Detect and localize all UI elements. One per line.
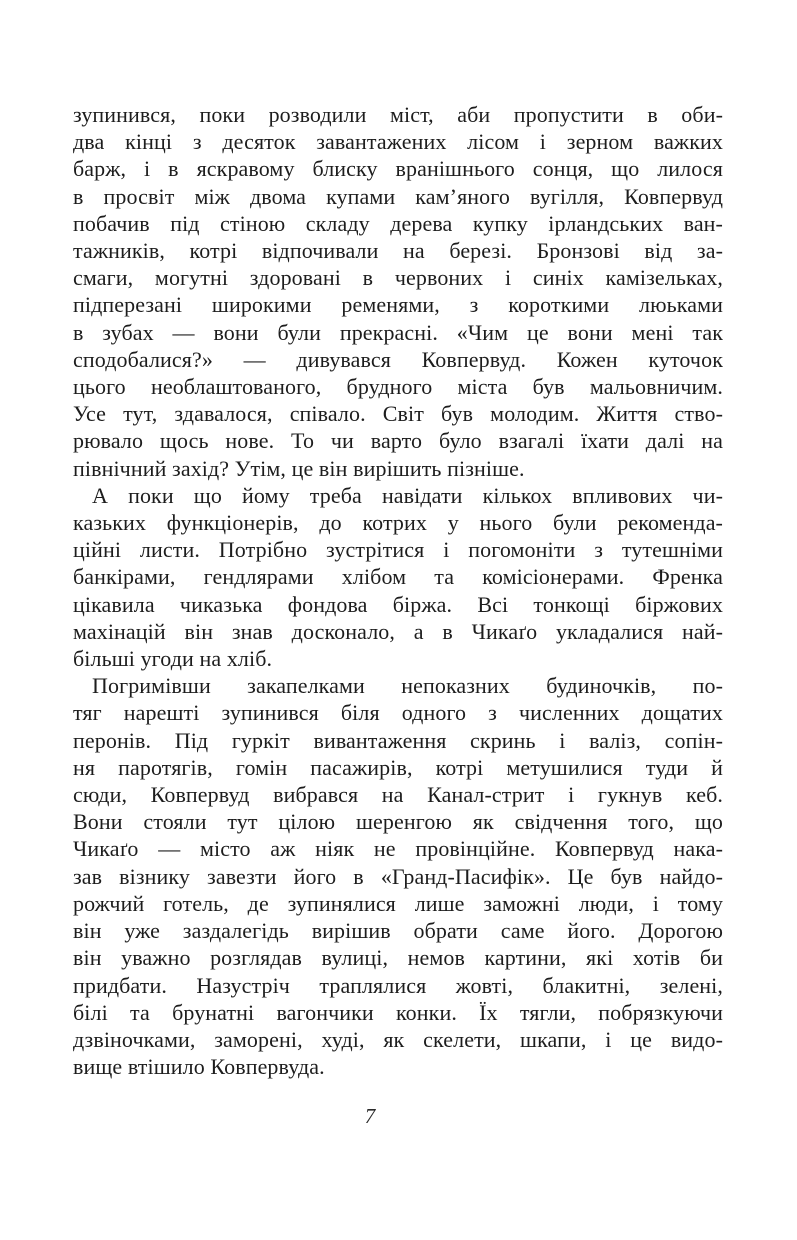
text-line: північний захід? Утім, це він вирішить пізніше. <box>73 455 525 481</box>
text-line: дзвіночками, заморені, худі, як скелети, шкапи, і це видо- <box>73 1026 723 1052</box>
text-line: тажників, котрі відпочивали на березі. Бронзові від за- <box>73 238 723 264</box>
page-number: 7 <box>364 1104 376 1128</box>
text-line: барж, і в яскравому блиску вранішнього сонця, що лилося <box>73 156 723 182</box>
text-line: цього необлаштованого, брудного міста був мальовничим. <box>73 374 723 400</box>
text-line: зав візнику завезти його в «Гранд-Пасифік». Це був найдо- <box>73 863 723 889</box>
text-line: вище втішило Ковпервуда. <box>73 1054 325 1080</box>
paragraph <box>73 482 723 672</box>
text-line: тяг нарешті зупинився біля одного з численних дощатих <box>73 700 723 726</box>
text-line: сюди, Ковпервуд вибрався на Канал-стрит і гукнув кеб. <box>73 782 723 808</box>
text-line: два кінці з десяток завантажених лісом і зерном важких <box>73 129 723 155</box>
text-line: цікавила чиказька фондова біржа. Всі тонкощі біржових <box>73 591 723 617</box>
text-line: в зубах — вони були прекрасні. «Чим це вони мені так <box>73 319 723 345</box>
text-line: перонів. Під гуркіт вивантаження скринь і валіз, сопін- <box>73 727 723 753</box>
paragraph <box>73 101 723 482</box>
text-line: казьких функціонерів, до котрих у нього були рекоменда- <box>73 510 723 536</box>
text-line: побачив під стіною складу дерева купку ірландських ван- <box>73 210 723 236</box>
text-line: підперезані широкими ременями, з короткими люьками <box>73 292 723 318</box>
text-line: в просвіт між двома купами кам’яного вугілля, Ковпервуд <box>73 183 723 209</box>
text-line: Чикаґо — місто аж ніяк не провінційне. Ковпервуд нака- <box>73 836 723 862</box>
text-line: білі та брунатні вагончики конки. Їх тягли, побрязкуючи <box>73 999 723 1025</box>
text-line: він уже заздалегідь вирішив обрати саме його. Дорогою <box>73 918 723 944</box>
text-line: Вони стояли тут цілою шеренгою як свідчення того, що <box>73 809 723 835</box>
text-line: ня паротягів, гомін пасажирів, котрі метушилися туди й <box>73 754 723 780</box>
text-line: зупинився, поки розводили міст, аби пропустити в оби- <box>73 102 723 127</box>
text-line: смаги, могутні здоровані в червоних і синіх камізельках, <box>73 265 723 291</box>
text-block <box>73 101 723 1080</box>
text-line: рювало щось нове. То чи варто було взагалі їхати далі на <box>73 428 723 454</box>
text-line: сподобалися?» — дивувався Ковпервуд. Кожен куточок <box>73 346 723 372</box>
text-line: махінацій він знав досконало, а в Чикаґо укладалися най- <box>73 618 723 644</box>
text-line: А поки що йому треба навідати кількох впливових чи- <box>92 482 723 508</box>
text-line: більші угоди на хліб. <box>73 646 273 672</box>
text-line: банкірами, гендлярами хлібом та комісіонерами. Френка <box>73 564 723 590</box>
paragraph <box>73 672 723 1080</box>
text-line: рожчий готель, де зупинялися лише заможні люди, і тому <box>73 890 723 916</box>
text-line: ційні листи. Потрібно зустрітися і погомоніти з тутешніми <box>73 537 723 563</box>
text-line: він уважно розглядав вулиці, немов картини, які хотів би <box>73 945 723 971</box>
text-line: Усе тут, здавалося, співало. Світ був молодим. Життя ство- <box>73 401 723 427</box>
text-line: придбати. Назустріч траплялися жовті, блакитні, зелені, <box>73 972 723 998</box>
text-line: Погримівши закапелками непоказних будиночків, по- <box>92 673 723 699</box>
